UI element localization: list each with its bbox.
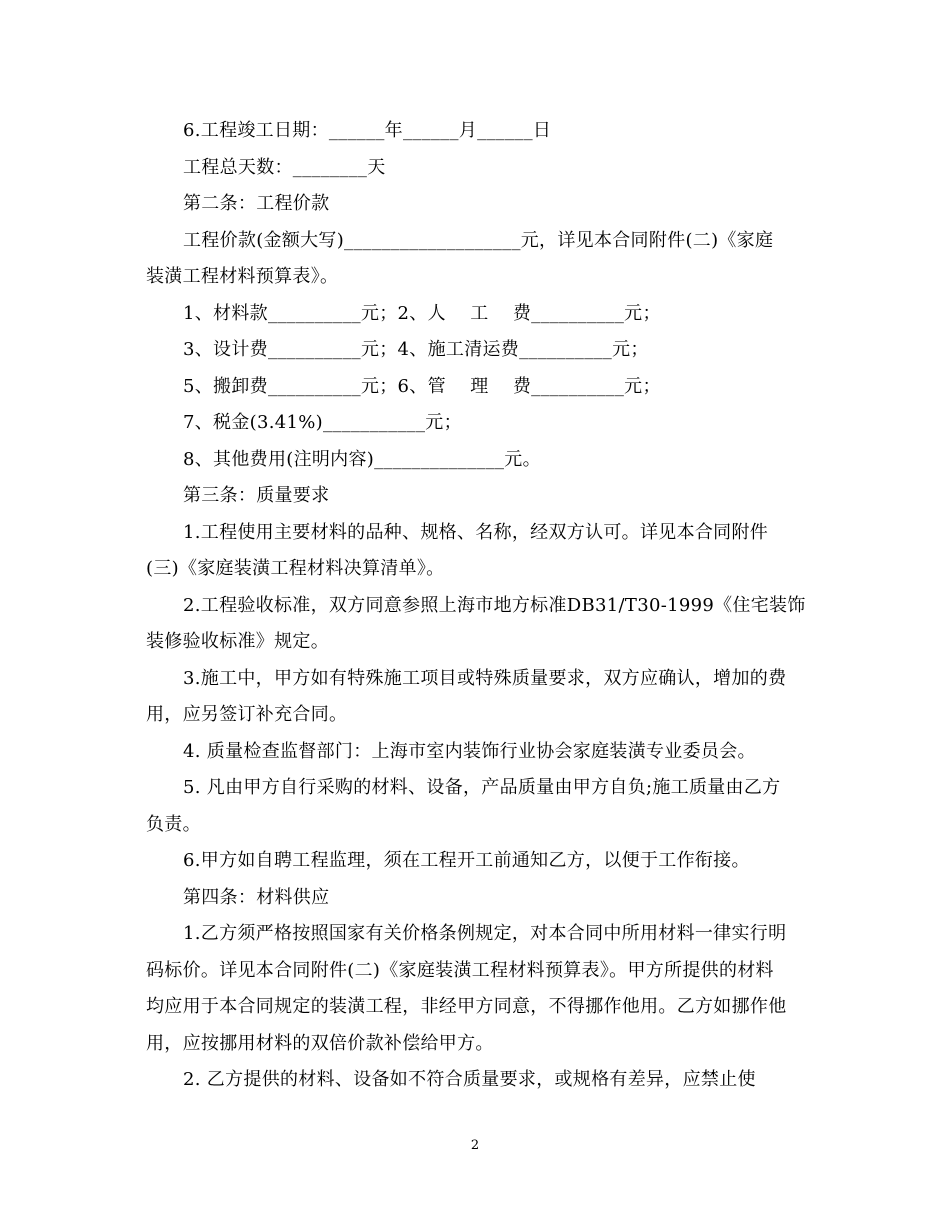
paragraph-line: 码标价。详见本合同附件(二)《家庭装潢工程材料预算表》。甲方所提供的材料	[146, 960, 774, 981]
page-number: 2	[470, 1138, 480, 1153]
paragraph-line: 4. 质量检查监督部门：上海市室内装饰行业协会家庭装潢专业委员会。	[183, 741, 756, 762]
paragraph-line: 5. 凡由甲方自行采购的材料、设备，产品质量由甲方自负;施工质量由乙方	[183, 777, 781, 798]
paragraph-line: 2. 乙方提供的材料、设备如不符合质量要求，或规格有差异，应禁止使	[183, 1069, 756, 1090]
paragraph-line: 用，应按挪用材料的双倍价款补偿给甲方。	[146, 1033, 494, 1054]
fee-line: 8、其他费用(注明内容)______________元。	[183, 449, 541, 470]
paragraph-line: 均应用于本合同规定的装潢工程，非经甲方同意，不得挪作他用。乙方如挪作他	[146, 996, 787, 1017]
article-3-heading: 第三条：质量要求	[183, 485, 330, 506]
paragraph-line: 负责。	[146, 814, 201, 835]
total-days-line: 工程总天数：________天	[183, 157, 386, 178]
fee-line: 5、搬卸费__________元；6、管 理 费__________元；	[183, 376, 661, 397]
paragraph-line: 装潢工程材料预算表》。	[146, 266, 339, 287]
paragraph-line: 1.工程使用主要材料的品种、规格、名称，经双方认可。详见本合同附件	[183, 522, 769, 543]
paragraph-line: 1.乙方须严格按照国家有关价格条例规定，对本合同中所用材料一律实行明	[183, 923, 787, 944]
article-4-heading: 第四条：材料供应	[183, 887, 330, 908]
paragraph-line: 装修验收标准》规定。	[146, 631, 329, 652]
paragraph-line: 工程价款(金额大写)___________________元，详见本合同附件(二)《家庭	[183, 230, 774, 251]
fee-line: 3、设计费__________元；4、施工清运费__________元；	[183, 339, 649, 360]
fee-line: 7、税金(3.41%)___________元；	[183, 412, 462, 433]
article-2-heading: 第二条：工程价款	[183, 193, 330, 214]
completion-date-line: 6.工程竣工日期：______年______月______日	[183, 120, 552, 141]
fee-line: 1、材料款__________元；2、人 工 费__________元；	[183, 303, 661, 324]
paragraph-line: 用，应另签订补充合同。	[146, 704, 348, 725]
paragraph-line: 2.工程验收标准，双方同意参照上海市地方标准DB31/T30-1999《住宅装饰	[183, 595, 806, 616]
paragraph-line: (三)《家庭装潢工程材料决算清单》。	[146, 558, 445, 579]
paragraph-line: 6.甲方如自聘工程监理，须在工程开工前通知乙方，以便于工作衔接。	[183, 850, 750, 871]
paragraph-line: 3.施工中，甲方如有特殊施工项目或特殊质量要求，双方应确认，增加的费	[183, 668, 787, 689]
